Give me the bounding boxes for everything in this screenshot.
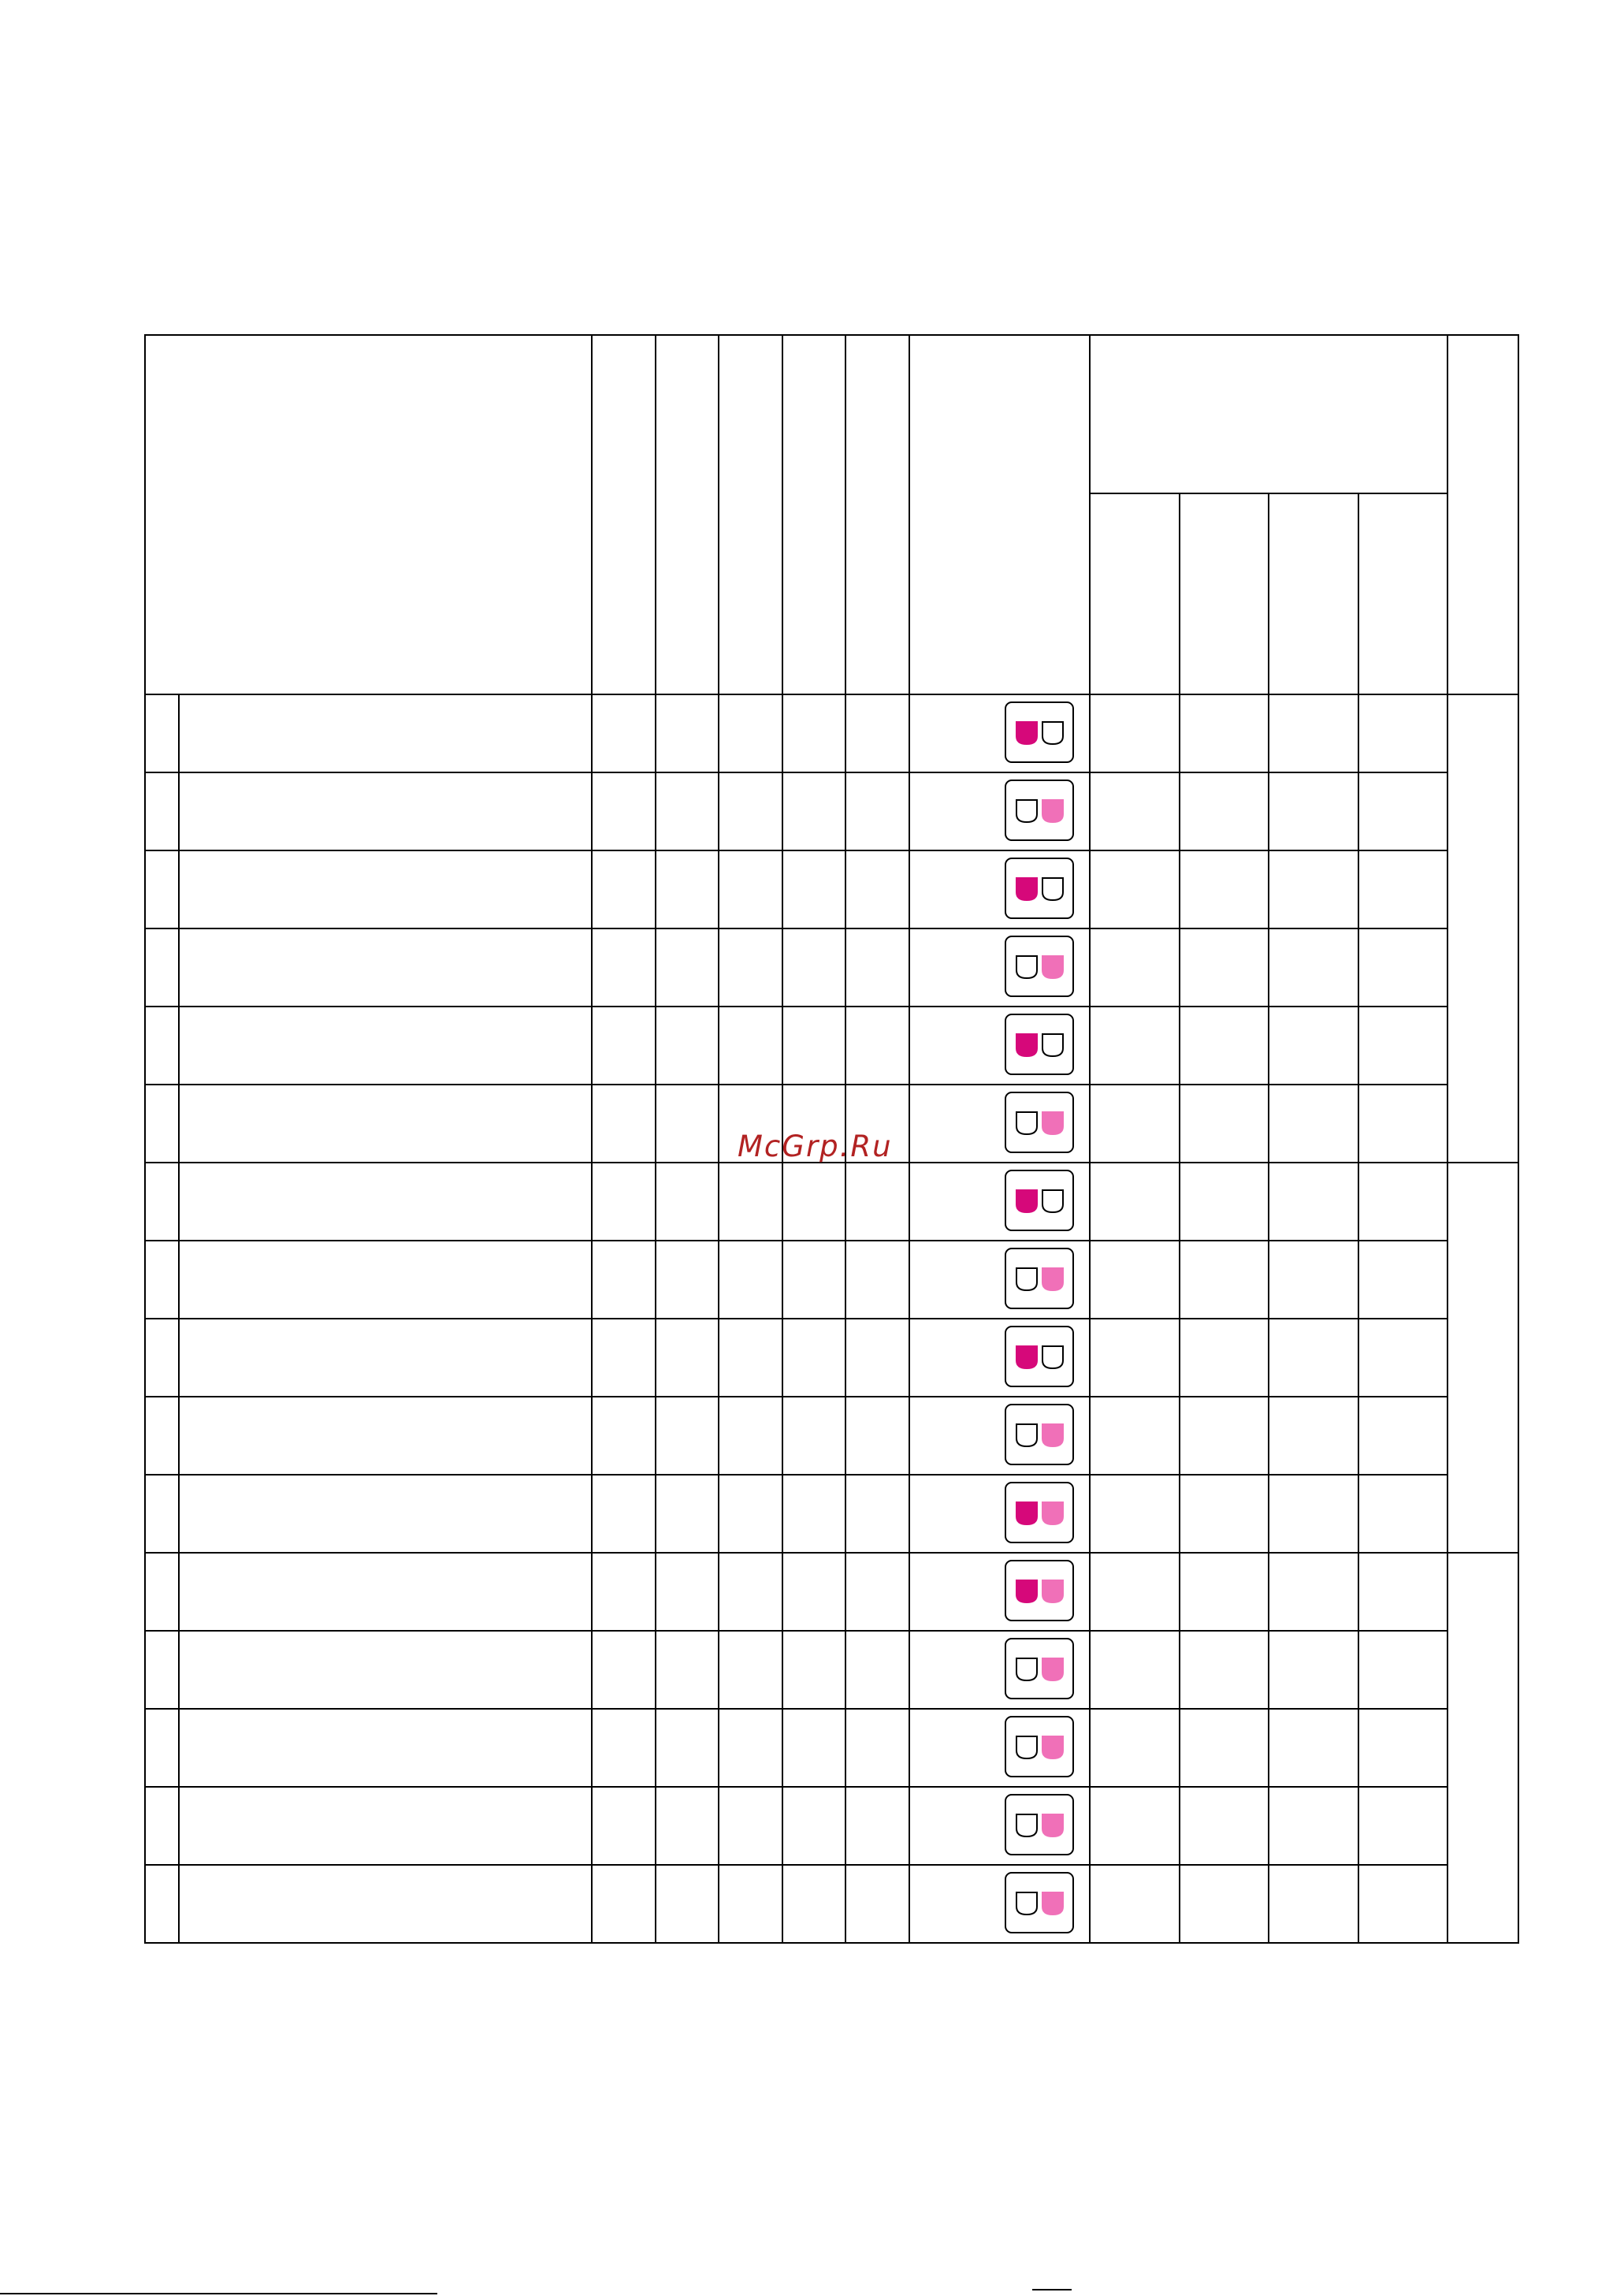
row-divider bbox=[144, 1084, 1447, 1085]
cup-pair-graphic bbox=[1006, 1717, 1072, 1776]
row-divider bbox=[144, 850, 1447, 851]
left-cup-icon bbox=[1016, 1814, 1037, 1836]
dual-cup-indicator-icon bbox=[1005, 1248, 1074, 1309]
left-cup-icon bbox=[1016, 1112, 1037, 1134]
right-cup-icon bbox=[1042, 1268, 1063, 1290]
left-cup-icon bbox=[1016, 1502, 1037, 1524]
cup-pair-graphic bbox=[1006, 1015, 1072, 1074]
dual-cup-indicator-icon bbox=[1005, 1170, 1074, 1231]
group-left-divider bbox=[1089, 334, 1091, 1942]
column-divider bbox=[655, 334, 656, 1942]
row-divider bbox=[144, 1396, 1447, 1397]
right-cup-icon bbox=[1042, 1658, 1063, 1680]
cup-pair-graphic bbox=[1006, 1405, 1072, 1464]
row-divider bbox=[144, 1318, 1447, 1319]
dual-cup-indicator-icon bbox=[1005, 1326, 1074, 1387]
right-cup-icon bbox=[1042, 1190, 1063, 1212]
left-cup-icon bbox=[1016, 956, 1037, 978]
row-divider bbox=[144, 1240, 1447, 1241]
right-cup-icon bbox=[1042, 1580, 1063, 1602]
left-cup-icon bbox=[1016, 1190, 1037, 1212]
left-cup-icon bbox=[1016, 1658, 1037, 1680]
dual-cup-indicator-icon bbox=[1005, 1872, 1074, 1933]
right-cup-icon bbox=[1042, 722, 1063, 744]
group-right-divider bbox=[1447, 334, 1448, 1942]
dual-cup-indicator-icon bbox=[1005, 780, 1074, 841]
cup-pair-graphic bbox=[1006, 781, 1072, 839]
row-divider bbox=[144, 772, 1447, 773]
column-divider bbox=[718, 334, 719, 1942]
cup-pair-graphic bbox=[1006, 1795, 1072, 1854]
cup-pair-graphic bbox=[1006, 1327, 1072, 1386]
dual-cup-indicator-icon bbox=[1005, 858, 1074, 919]
left-cup-icon bbox=[1016, 722, 1037, 744]
footer-rule bbox=[0, 2293, 437, 2294]
watermark-text: McGrp.Ru bbox=[738, 1129, 893, 1163]
dual-cup-indicator-icon bbox=[1005, 1404, 1074, 1465]
dual-cup-indicator-icon bbox=[1005, 1638, 1074, 1699]
right-cup-icon bbox=[1042, 1346, 1063, 1368]
cup-pair-graphic bbox=[1006, 1171, 1072, 1230]
cup-pair-graphic bbox=[1006, 1483, 1072, 1542]
table-bottom-border bbox=[144, 1942, 1519, 1944]
header-bottom-line bbox=[144, 694, 1518, 695]
right-cup-icon bbox=[1042, 1892, 1063, 1915]
row-group-divider bbox=[144, 1552, 1518, 1554]
right-cup-icon bbox=[1042, 1424, 1063, 1446]
cup-pair-graphic bbox=[1006, 1639, 1072, 1698]
row-divider bbox=[144, 1474, 1447, 1475]
dual-cup-indicator-icon bbox=[1005, 1014, 1074, 1075]
right-cup-icon bbox=[1042, 956, 1063, 978]
right-cup-icon bbox=[1042, 1502, 1063, 1524]
cup-pair-graphic bbox=[1006, 703, 1072, 761]
table-left-border bbox=[144, 334, 146, 1942]
cup-pair-graphic bbox=[1006, 859, 1072, 917]
group-column-divider bbox=[1179, 493, 1180, 1942]
dual-cup-indicator-icon bbox=[1005, 1092, 1074, 1153]
left-cup-icon bbox=[1016, 1736, 1037, 1758]
left-cup-icon bbox=[1016, 1268, 1037, 1290]
left-cup-icon bbox=[1016, 1892, 1037, 1915]
column-divider bbox=[591, 334, 593, 1942]
dual-cup-indicator-icon bbox=[1005, 1716, 1074, 1777]
dual-cup-indicator-icon bbox=[1005, 1794, 1074, 1855]
row-divider bbox=[144, 1006, 1447, 1007]
right-cup-icon bbox=[1042, 1814, 1063, 1836]
row-divider bbox=[144, 1786, 1447, 1788]
dual-cup-indicator-icon bbox=[1005, 701, 1074, 763]
group-column-divider bbox=[1358, 493, 1359, 1942]
column-divider bbox=[909, 334, 910, 1942]
cup-pair-graphic bbox=[1006, 1874, 1072, 1932]
left-cup-icon bbox=[1016, 1346, 1037, 1368]
row-divider bbox=[144, 1864, 1447, 1866]
left-cup-icon bbox=[1016, 1424, 1037, 1446]
cup-pair-graphic bbox=[1006, 937, 1072, 995]
cup-pair-graphic bbox=[1006, 1561, 1072, 1620]
left-cup-icon bbox=[1016, 1580, 1037, 1602]
table-top-border bbox=[144, 334, 1518, 336]
left-cup-icon bbox=[1016, 800, 1037, 822]
row-divider bbox=[144, 1708, 1447, 1710]
right-cup-icon bbox=[1042, 1736, 1063, 1758]
cup-pair-graphic bbox=[1006, 1249, 1072, 1308]
left-cup-icon bbox=[1016, 1034, 1037, 1056]
dual-cup-indicator-icon bbox=[1005, 936, 1074, 997]
table-right-border bbox=[1518, 334, 1519, 1944]
footer-mark bbox=[1032, 2289, 1072, 2290]
right-cup-icon bbox=[1042, 1034, 1063, 1056]
right-cup-icon bbox=[1042, 800, 1063, 822]
dual-cup-indicator-icon bbox=[1005, 1482, 1074, 1543]
group-column-divider bbox=[1268, 493, 1269, 1942]
row-divider bbox=[144, 928, 1447, 929]
right-cup-icon bbox=[1042, 1112, 1063, 1134]
cup-pair-graphic bbox=[1006, 1093, 1072, 1152]
right-cup-icon bbox=[1042, 878, 1063, 900]
row-divider bbox=[144, 1630, 1447, 1632]
dual-cup-indicator-icon bbox=[1005, 1560, 1074, 1621]
left-cup-icon bbox=[1016, 878, 1037, 900]
